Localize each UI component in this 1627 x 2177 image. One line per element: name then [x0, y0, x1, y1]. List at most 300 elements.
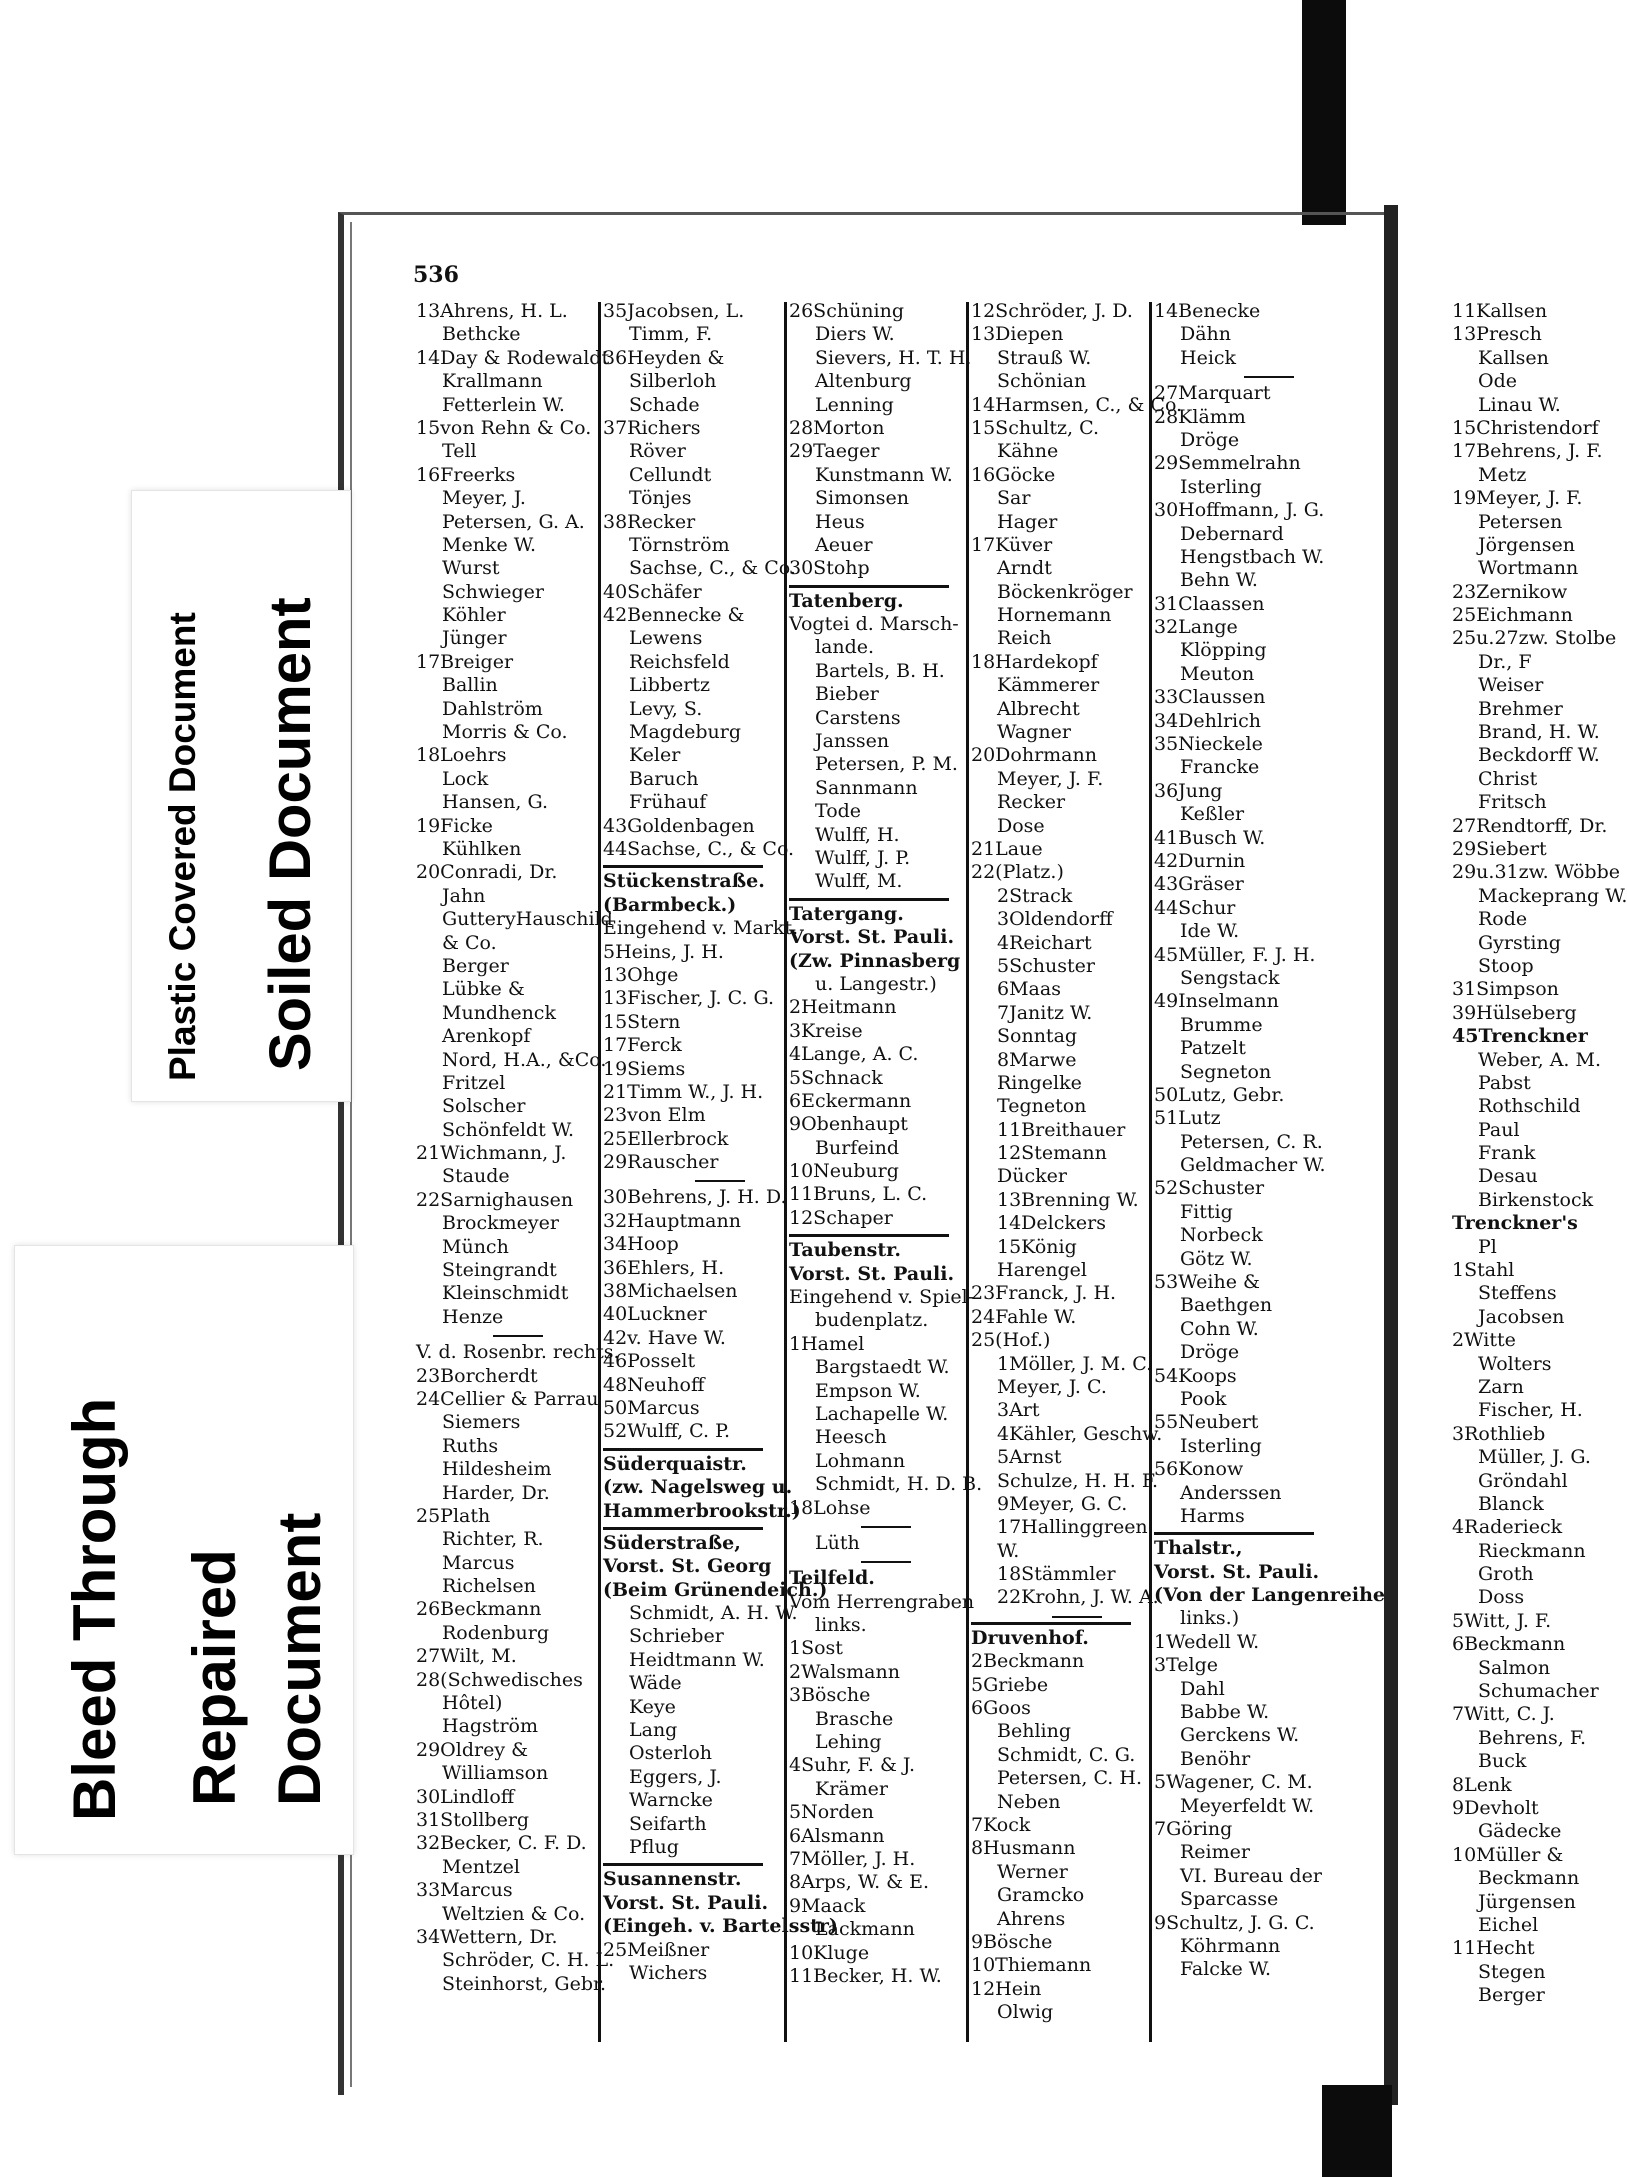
directory-entry: 49Inselmann — [1154, 990, 1279, 1013]
directory-entry: VI. Bureau der — [1180, 1864, 1322, 1887]
directory-entry: Doss — [1478, 1586, 1525, 1609]
directory-entry: Meuton — [1180, 662, 1255, 685]
section-divider — [1052, 1616, 1102, 1618]
section-rule — [603, 1863, 763, 1866]
directory-entry: 10Müller & — [1452, 1843, 1564, 1866]
directory-entry: 15Schultz, C. — [971, 416, 1100, 439]
dark-edge-top — [1302, 0, 1346, 225]
directory-entry: Pflug — [629, 1836, 679, 1858]
directory-entry: 32Becker, C. F. D. — [416, 1832, 587, 1855]
directory-entry: Wolters — [1478, 1352, 1552, 1375]
directory-entry: 17Breiger — [416, 650, 514, 673]
directory-entry: 2Heitmann — [789, 996, 897, 1019]
directory-entry: Carstens — [815, 706, 901, 729]
directory-entry: Werner — [997, 1860, 1068, 1883]
directory-entry: Pl — [1478, 1235, 1497, 1258]
directory-entry: 22Sarnighausen — [416, 1188, 574, 1211]
directory-entry: Törnström — [629, 533, 730, 556]
directory-entry: Hammerbrookstr.) — [603, 1499, 801, 1522]
directory-entry: 23Zernikow — [1452, 580, 1568, 603]
directory-entry: Siemers — [442, 1411, 521, 1434]
directory-entry: 1Wedell W. — [1154, 1630, 1260, 1653]
directory-entry: Sachse, C., & Co. — [629, 557, 796, 580]
directory-entry: Schmidt, H. D. B. — [815, 1473, 983, 1496]
directory-entry: Heesch — [815, 1426, 887, 1449]
directory-entry: 25Ellerbrock — [603, 1127, 729, 1150]
directory-entry: Magdeburg — [629, 721, 741, 744]
directory-entry: Teilfeld. — [789, 1567, 875, 1590]
directory-entry: 9Meyer, G. C. — [997, 1492, 1128, 1515]
directory-entry: 31Stollberg — [416, 1809, 530, 1831]
directory-entry: Fittig — [1180, 1200, 1233, 1223]
directory-entry: 36Heyden & — [603, 346, 725, 369]
directory-entry: 9Schultz, J. G. C. — [1154, 1911, 1315, 1934]
section-rule — [789, 585, 949, 588]
directory-entry: Arenkopf — [442, 1025, 531, 1048]
section-divider — [1244, 376, 1294, 378]
directory-entry: Empson W. — [815, 1379, 921, 1402]
directory-entry: Vorst. St. Pauli. — [1154, 1560, 1320, 1583]
directory-entry: Patzelt — [1180, 1037, 1246, 1060]
directory-entry: Steingrandt — [442, 1259, 557, 1282]
dark-edge-bottom — [1322, 2085, 1392, 2177]
directory-entry: 29u.31zw. Wöbbe — [1452, 861, 1620, 884]
directory-entry: Baethgen — [1180, 1294, 1273, 1317]
directory-entry: 13Presch — [1452, 323, 1542, 346]
directory-entry: Vorst. St. Georg — [603, 1555, 772, 1578]
directory-entry: 3Kreise — [789, 1019, 863, 1042]
directory-entry: 3Rothlieb — [1452, 1422, 1546, 1445]
directory-entry: 11Bruns, L. C. — [789, 1183, 928, 1206]
directory-entry: 25Eichmann — [1452, 604, 1573, 627]
directory-entry: Behling — [997, 1720, 1071, 1743]
directory-entry: Paul — [1478, 1118, 1520, 1141]
directory-entry: Dose — [997, 814, 1045, 837]
directory-entry: 6Beckmann — [1452, 1633, 1566, 1656]
directory-entry: Weiser — [1478, 674, 1544, 697]
directory-entry: Trenckner's — [1452, 1212, 1578, 1235]
directory-entry: 11Kallsen — [1452, 300, 1548, 322]
directory-entry: 6Eckermann — [789, 1089, 912, 1112]
directory-entry: Keßler — [1180, 803, 1245, 826]
section-rule — [1154, 1532, 1314, 1535]
directory-entry: Janssen — [815, 730, 890, 753]
directory-entry: Berger — [442, 954, 509, 977]
directory-entry: Kähne — [997, 440, 1059, 463]
directory-entry: Hôtel) — [442, 1692, 503, 1715]
directory-entry: Francke — [1180, 756, 1260, 779]
directory-entry: Hildesheim — [442, 1458, 552, 1481]
directory-entry: Petersen, C. R. — [1180, 1130, 1323, 1153]
directory-entry: Segneton — [1180, 1060, 1272, 1083]
directory-entry: 36Jung — [1154, 779, 1223, 802]
directory-entry: Recker — [997, 791, 1066, 814]
directory-entry: Kämmerer — [997, 674, 1100, 697]
section-divider — [861, 1561, 911, 1563]
directory-entry: 2Beckmann — [971, 1650, 1085, 1673]
directory-entry: 21Laue — [971, 837, 1043, 860]
directory-entry: Keye — [629, 1695, 676, 1718]
directory-entry: Sievers, H. T. H. — [815, 346, 972, 369]
directory-entry: Mackeprang W. — [1478, 884, 1627, 907]
directory-entry: 10Kluge — [789, 1941, 870, 1964]
directory-entry: 19Siems — [603, 1057, 686, 1080]
directory-entry: 33Marcus — [416, 1879, 513, 1902]
directory-entry: Meyer, J. C. — [997, 1375, 1107, 1398]
directory-entry: (Von der Langenreihe — [1154, 1584, 1385, 1607]
directory-entry: 4Kähler, Geschw. — [997, 1422, 1163, 1445]
directory-entry: 24Fahle W. — [971, 1305, 1077, 1328]
sticker-plastic-covered — [131, 490, 351, 1102]
directory-entry: Seifarth — [629, 1812, 707, 1835]
directory-entry: Wulff, H. — [815, 823, 900, 846]
directory-entry: 15König — [997, 1235, 1077, 1258]
directory-entry: Brockmeyer — [442, 1212, 559, 1235]
directory-entry: Bargstaedt W. — [815, 1356, 950, 1379]
directory-entry: Mundhenck — [442, 1001, 556, 1024]
directory-entry: (Barmbeck.) — [603, 893, 737, 916]
directory-entry: 33Claussen — [1154, 686, 1266, 709]
directory-entry: Christ — [1478, 767, 1538, 790]
directory-entry: Ode — [1478, 370, 1517, 393]
directory-entry: 53Weihe & — [1154, 1271, 1260, 1294]
directory-entry: Lenning — [815, 393, 894, 416]
directory-entry: 5Witt, J. F. — [1452, 1609, 1552, 1632]
directory-entry: Susannenstr. — [603, 1868, 742, 1891]
directory-entry: 45Müller, F. J. H. — [1154, 943, 1316, 966]
directory-entry: 3Art — [997, 1399, 1040, 1422]
directory-entry: 43Gräser — [1154, 873, 1244, 896]
directory-entry: 30Lindloff — [416, 1785, 515, 1808]
directory-entry: Stoop — [1478, 954, 1534, 977]
directory-entry: Norbeck — [1180, 1224, 1263, 1247]
directory-entry: Wortmann — [1478, 557, 1579, 580]
directory-entry: Lang — [629, 1719, 678, 1742]
directory-entry: Kleinschmidt — [442, 1282, 569, 1305]
directory-entry: Linau W. — [1478, 393, 1561, 416]
directory-entry: Bartels, B. H. — [815, 659, 945, 682]
directory-entry: Hansen, G. — [442, 791, 548, 814]
directory-entry: 18Hardekopf — [971, 650, 1098, 673]
directory-entry: Jahn — [442, 884, 486, 907]
directory-entry: Wurst — [442, 557, 500, 580]
directory-entry: 6Goos — [971, 1697, 1031, 1720]
directory-entry: 34Hoop — [603, 1233, 679, 1256]
directory-entry: Süderstraße, — [603, 1531, 741, 1554]
directory-entry: Behn W. — [1180, 569, 1258, 592]
column-4 — [971, 300, 1182, 2025]
directory-entry: Dröge — [1180, 428, 1240, 451]
directory-entry: Reichsfeld — [629, 650, 730, 673]
directory-entry: Sengstack — [1180, 966, 1280, 989]
directory-entry: Petersen, G. A. — [442, 510, 585, 533]
section-rule — [603, 1448, 763, 1451]
directory-entry: Köhrmann — [1180, 1934, 1281, 1957]
column-5 — [1154, 300, 1385, 1982]
directory-entry: Lehing — [815, 1731, 882, 1754]
directory-entry: Sparcasse — [1180, 1888, 1279, 1911]
directory-entry: Altenburg — [815, 370, 912, 393]
directory-entry: Rieckmann — [1478, 1539, 1586, 1562]
directory-entry: 55Neubert — [1154, 1411, 1259, 1434]
directory-entry: Thalstr., — [1154, 1537, 1243, 1560]
directory-entry: budenplatz. — [815, 1309, 929, 1332]
directory-entry: Hengstbach W. — [1180, 545, 1325, 568]
directory-entry: Fritsch — [1478, 791, 1547, 814]
directory-entry: 24Cellier & Parrau — [416, 1387, 599, 1410]
directory-entry: (Eingeh. v. Bartelsstr) — [603, 1915, 838, 1938]
directory-entry: links.) — [1180, 1607, 1240, 1630]
directory-entry: 30Hoffmann, J. G. — [1154, 499, 1325, 522]
directory-entry: 19Ficke — [416, 814, 493, 837]
directory-entry: 5Schuster — [997, 954, 1095, 977]
directory-entry: Köhler — [442, 604, 506, 627]
directory-entry: Tönjes — [629, 487, 692, 510]
directory-entry: Heidtmann W. — [629, 1648, 765, 1671]
directory-entry: 35Jacobsen, L. — [603, 300, 745, 322]
directory-entry: 20Conradi, Dr. — [416, 861, 558, 884]
directory-entry: Krämer — [815, 1777, 888, 1800]
directory-entry: Desau — [1478, 1165, 1538, 1188]
directory-entry: Jürgensen — [1478, 1890, 1576, 1913]
directory-entry: 8Lenk — [1452, 1773, 1512, 1796]
directory-entry: 15von Rehn & Co. — [416, 416, 592, 439]
directory-entry: 38Michaelsen — [603, 1280, 738, 1303]
directory-entry: 11Becker, H. W. — [789, 1964, 942, 1987]
directory-entry: 32Lange — [1154, 616, 1238, 639]
directory-entry: Steffens — [1478, 1282, 1557, 1305]
directory-entry: 29Rauscher — [603, 1151, 719, 1174]
directory-entry: 10Neuburg — [789, 1160, 899, 1183]
directory-entry: 18Lohse — [789, 1496, 871, 1519]
directory-entry: Münch — [442, 1235, 509, 1258]
directory-entry: Olwig — [997, 2001, 1054, 2024]
directory-entry: 15Christendorf — [1452, 416, 1599, 439]
directory-entry: Jacobsen — [1478, 1305, 1565, 1328]
directory-entry: 13Fischer, J. C. G. — [603, 987, 775, 1010]
directory-entry: Falcke W. — [1180, 1958, 1271, 1981]
directory-entry: 5Norden — [789, 1801, 874, 1824]
directory-entry: 8Arps, W. & E. — [789, 1871, 930, 1894]
directory-entry: 14Delckers — [997, 1212, 1106, 1235]
section-divider — [493, 1335, 543, 1337]
directory-entry: 38Recker — [603, 510, 696, 533]
directory-entry: Vogtei d. Marsch- — [789, 613, 959, 636]
directory-entry: Eingehend v. Markt. — [603, 917, 799, 940]
directory-entry: Petersen — [1478, 510, 1563, 533]
directory-entry: 13Ohge — [603, 963, 679, 986]
directory-entry: 7Göring — [1154, 1818, 1233, 1840]
directory-entry: Schmidt, A. H. W. — [629, 1602, 798, 1625]
directory-entry: 12Schaper — [789, 1206, 893, 1229]
directory-entry: 23von Elm — [603, 1104, 706, 1127]
directory-entry: 26Schüning — [789, 300, 905, 322]
directory-entry: Sonntag — [997, 1025, 1078, 1048]
directory-entry: Jörgensen — [1478, 533, 1576, 556]
directory-entry: Petersen, C. H. — [997, 1767, 1142, 1790]
directory-entry: 13Brenning W. — [997, 1188, 1139, 1211]
directory-entry: 9Devholt — [1452, 1797, 1539, 1819]
directory-entry: Heick — [1180, 346, 1237, 369]
directory-entry: Meyer, J. F. — [997, 767, 1104, 790]
directory-entry: Brumme — [1180, 1013, 1263, 1036]
directory-entry: Isterling — [1180, 1434, 1262, 1457]
directory-entry: 2Witte — [1452, 1329, 1516, 1352]
directory-entry: Richter, R. — [442, 1528, 544, 1551]
directory-entry: 7Janitz W. — [997, 1001, 1093, 1024]
directory-entry: Meyerfeldt W. — [1180, 1794, 1315, 1817]
directory-entry: Henze — [442, 1305, 504, 1328]
directory-entry: 43Goldenbagen — [603, 814, 755, 837]
directory-entry: 26Beckmann — [416, 1598, 542, 1621]
directory-entry: Richelsen — [442, 1575, 536, 1598]
directory-entry: Tode — [815, 800, 862, 823]
directory-entry: Eichel — [1478, 1913, 1539, 1936]
directory-entry: 5Heins, J. H. — [603, 940, 724, 963]
directory-entry: 25Plath — [416, 1504, 491, 1527]
directory-entry: 6Maas — [997, 978, 1061, 1001]
section-divider — [861, 1526, 911, 1528]
directory-entry: 50Lutz, Gebr. — [1154, 1083, 1285, 1106]
directory-entry: 13Ahrens, H. L. — [416, 300, 568, 322]
directory-entry: Harder, Dr. — [442, 1481, 550, 1504]
directory-entry: Eggers, J. — [629, 1765, 722, 1788]
directory-entry: Neben — [997, 1790, 1061, 1813]
directory-entry: 48Neuhoff — [603, 1373, 705, 1396]
directory-entry: 30Stohp — [789, 557, 870, 580]
directory-entry: 22(Platz.) — [971, 861, 1064, 884]
directory-entry: 14Day & Rodewaldt — [416, 346, 610, 369]
directory-entry: 14Benecke — [1154, 300, 1261, 322]
directory-entry: 12Stemann — [997, 1142, 1107, 1165]
directory-entry: lande. — [815, 636, 875, 659]
directory-entry: Levy, S. — [629, 697, 703, 720]
directory-entry: 41Busch W. — [1154, 826, 1266, 849]
directory-entry: 34Wettern, Dr. — [416, 1925, 558, 1948]
directory-entry: 12Schröder, J. D. — [971, 300, 1133, 322]
directory-entry: Tell — [442, 440, 477, 463]
directory-entry: 27Marquart — [1154, 382, 1271, 405]
directory-entry: Ide W. — [1180, 920, 1240, 943]
directory-entry: 6Alsmann — [789, 1824, 885, 1847]
directory-entry: 15Stern — [603, 1010, 681, 1033]
section-rule — [789, 1234, 949, 1237]
directory-entry: 8Husmann — [971, 1837, 1076, 1860]
directory-entry: 42Durnin — [1154, 849, 1246, 872]
directory-entry: Behrens, F. — [1478, 1726, 1587, 1749]
directory-entry: Lackmann — [815, 1918, 915, 1941]
directory-entry: 7Möller, J. H. — [789, 1848, 916, 1870]
directory-entry: 10Thiemann — [971, 1954, 1092, 1977]
directory-entry: 23Franck, J. H. — [971, 1282, 1117, 1305]
directory-entry: Silberloh — [629, 370, 717, 393]
directory-entry: Staude — [442, 1165, 510, 1188]
directory-entry: Gramcko — [997, 1884, 1085, 1907]
directory-entry: Bethcke — [442, 323, 521, 346]
directory-entry: Schröder, C. H. L. — [442, 1949, 615, 1972]
directory-entry: 17Küver — [971, 533, 1053, 556]
directory-entry: 52Wulff, C. P. — [603, 1420, 731, 1443]
directory-entry: Hornemann — [997, 604, 1112, 627]
directory-entry: Druvenhof. — [971, 1626, 1089, 1649]
directory-entry: 22Krohn, J. W. A. — [997, 1586, 1159, 1609]
directory-entry: links. — [815, 1614, 867, 1637]
directory-entry: Fischer, H. — [1478, 1399, 1583, 1422]
directory-entry: Taubenstr. — [789, 1239, 901, 1262]
directory-entry: 56Konow — [1154, 1458, 1244, 1481]
directory-entry: 29Taeger — [789, 440, 880, 463]
directory-entry: 17Hallinggreen — [997, 1516, 1148, 1539]
directory-entry: Müller, J. G. — [1478, 1446, 1591, 1469]
directory-entry: 9Bösche — [971, 1930, 1053, 1953]
directory-entry: 1Möller, J. M. C. — [997, 1352, 1153, 1375]
directory-entry: 27Wilt, M. — [416, 1645, 517, 1668]
directory-entry: 46Posselt — [603, 1350, 696, 1373]
directory-entry: Ahrens — [997, 1907, 1066, 1930]
directory-entry: Simonsen — [815, 487, 910, 510]
directory-entry: Frank — [1478, 1142, 1536, 1165]
directory-entry: Weltzien & Co. — [442, 1902, 586, 1925]
directory-entry: Osterloh — [629, 1742, 713, 1765]
directory-entry: Gyrsting — [1478, 931, 1561, 954]
directory-entry: Ringelke — [997, 1071, 1082, 1094]
directory-entry: Solscher — [442, 1095, 526, 1118]
directory-entry: 4Raderieck — [1452, 1516, 1563, 1539]
directory-entry: 50Marcus — [603, 1396, 700, 1419]
directory-entry: Lachapelle W. — [815, 1402, 949, 1425]
directory-entry: Dahl — [1180, 1677, 1225, 1700]
directory-entry: Tatenberg. — [789, 589, 904, 612]
directory-entry: 14Harmsen, C., & Co. — [971, 393, 1183, 416]
directory-entry: Schwieger — [442, 580, 544, 603]
directory-entry: (Zw. Pinnasberg — [789, 949, 961, 972]
directory-entry: 31Simpson — [1452, 978, 1559, 1001]
directory-entry: Harms — [1180, 1504, 1245, 1527]
directory-entry: 4Suhr, F. & J. — [789, 1754, 916, 1777]
directory-entry: Süderquaistr. — [603, 1452, 747, 1475]
directory-entry: Röver — [629, 440, 686, 463]
directory-entry: 25(Hof.) — [971, 1329, 1051, 1352]
directory-entry: Stegen — [1478, 1960, 1546, 1983]
directory-entry: Mentzel — [442, 1855, 520, 1878]
directory-entry: 29Siebert — [1452, 837, 1547, 860]
directory-entry: 45Trenckner — [1452, 1025, 1588, 1048]
directory-entry: Krallmann — [442, 370, 543, 393]
directory-entry: 3Oldendorff — [997, 908, 1113, 931]
directory-entry: Berger — [1478, 1984, 1545, 2007]
directory-entry: Geldmacher W. — [1180, 1154, 1326, 1177]
directory-entry: Babbe W. — [1180, 1701, 1270, 1724]
section-rule — [971, 1622, 1131, 1625]
directory-entry: Beckdorff W. — [1478, 744, 1600, 767]
directory-entry: 25Meißner — [603, 1938, 710, 1961]
column-1 — [416, 300, 620, 1996]
directory-entry: Aeuer — [815, 533, 873, 556]
directory-entry: 11Breithauer — [997, 1118, 1126, 1141]
directory-entry: Wichers — [629, 1961, 708, 1984]
book-fold — [1384, 205, 1398, 2105]
sticker-plastic-label: Plastic Covered Document — [162, 612, 203, 1081]
directory-entry: 18Loehrs — [416, 744, 507, 767]
directory-entry: 42v. Have W. — [603, 1326, 726, 1349]
directory-entry: Salmon — [1478, 1656, 1551, 1679]
directory-entry: Tatergang. — [789, 902, 904, 925]
directory-entry: Bieber — [815, 683, 879, 706]
directory-entry: Blanck — [1478, 1492, 1544, 1515]
directory-entry: 12Hein — [971, 1977, 1042, 2000]
directory-entry: Anderssen — [1180, 1481, 1282, 1504]
directory-entry: 29Semmelrahn — [1154, 452, 1301, 475]
